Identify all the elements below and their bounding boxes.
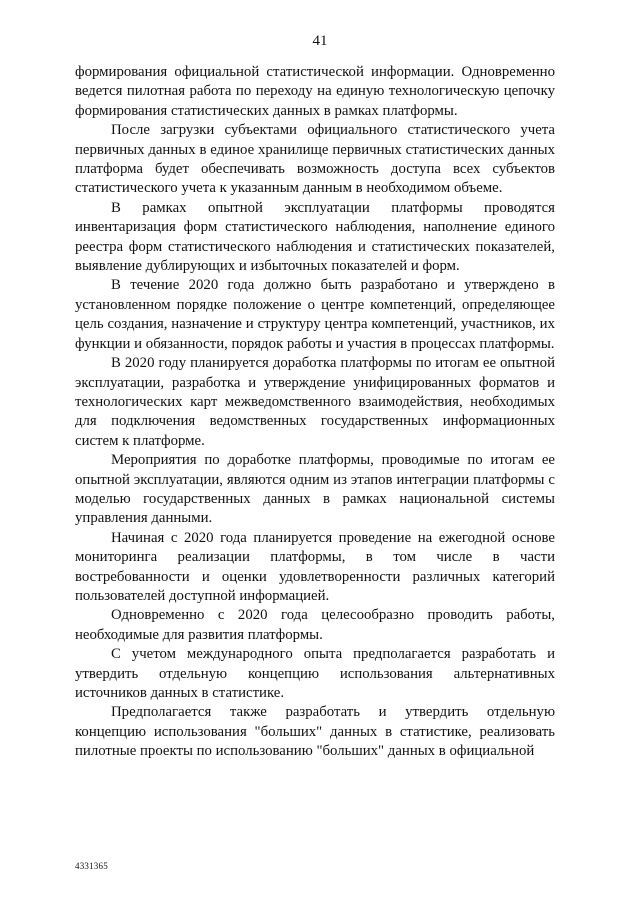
page-number: 41 — [312, 33, 328, 49]
paragraph: Начиная с 2020 года планируется проведение на ежегодной основе мониторинга реализации платформы, в том числе в части востребованности и оценки удовлетворенности различных категорий пользователей доступной информацией. — [75, 529, 555, 604]
paragraph: В течение 2020 года должно быть разработано и утверждено в установленном порядке положение о центре компетенций, определяющее цель создания, назначение и структуру центра компетенций, участников, их функции и обязанности, порядок работы и участия в процессах платформы. — [75, 277, 555, 352]
paragraph: В рамках опытной эксплуатации платформы проводятся инвентаризация форм статистического наблюдения, наполнение единого реестра форм статистического наблюдения и статистических показателей, выявление дублирующих и избыточных показателей и форм. — [75, 199, 555, 275]
document-code: 4331365 — [75, 861, 108, 871]
paragraph: Одновременно с 2020 года целесообразно проводить работы, необходимые для развития платформы. — [75, 607, 555, 643]
paragraph: Предполагается также разработать и утвердить отдельную концепцию использования "больших" данных в статистике, реализовать пилотные проекты по использованию "больших" данных в официальной — [75, 704, 555, 760]
paragraph: формирования официальной статистической информации. Одновременно ведется пилотная работа по переходу на единую технологическую цепочку формирования статистических данных в рамках платформы. — [75, 64, 555, 119]
paragraph: Мероприятия по доработке платформы, проводимые по итогам ее опытной эксплуатации, являются одним из этапов интеграции платформы с моделью государственных данных в рамках национальной системы управления данными. — [75, 452, 555, 527]
paragraph: С учетом международного опыта предполагается разработать и утвердить отдельную концепцию использования альтернативных источников данных в статистике. — [75, 646, 555, 701]
paragraph: После загрузки субъектами официального статистического учета первичных данных в единое хранилище первичных статистических данных платформа будет обеспечивать возможность доступа всех субъектов статистического учета к указанным данным в необходимом объеме. — [75, 122, 555, 197]
paragraph: В 2020 году планируется доработка платформы по итогам ее опытной эксплуатации, разработка и утверждение унифицированных форматов и технологических карт межведомственного взаимодействия, необходимых для подключения ведомственных государственных информационных систем к платформе. — [75, 355, 555, 449]
body-text — [75, 63, 555, 762]
